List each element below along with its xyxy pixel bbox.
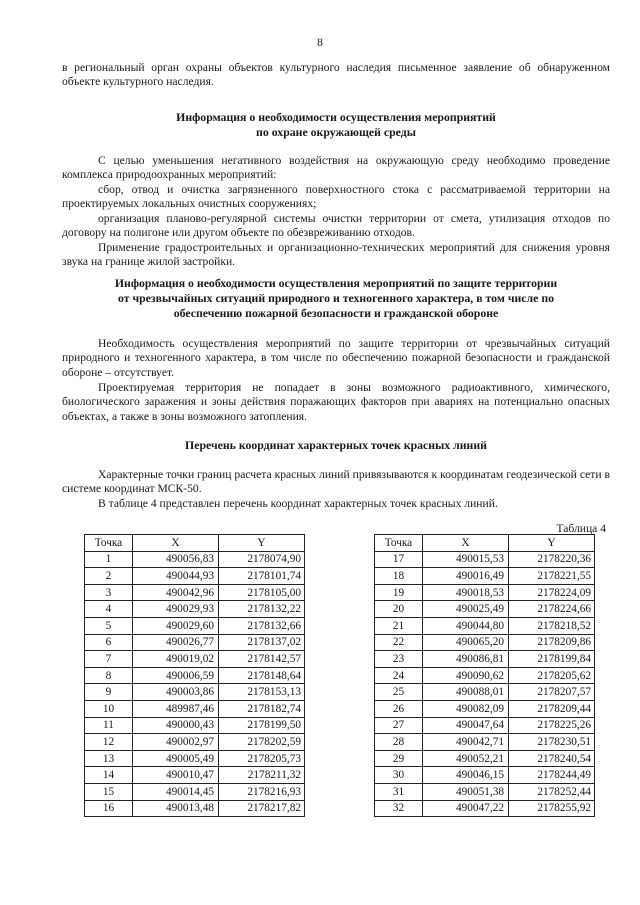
- column-header-y: Y: [509, 535, 595, 552]
- x-coordinate-cell: 490042,71: [423, 734, 509, 751]
- point-number-cell: 18: [375, 568, 423, 585]
- table-row: [85, 551, 305, 568]
- table-row: [85, 800, 305, 817]
- y-coordinate-cell: 2178182,74: [219, 700, 305, 717]
- coordinates-table-left: [84, 534, 305, 817]
- x-coordinate-cell: 490047,22: [423, 800, 509, 817]
- x-coordinate-cell: 490044,93: [133, 568, 219, 585]
- point-number-cell: 9: [85, 684, 133, 701]
- y-coordinate-cell: 2178101,74: [219, 568, 305, 585]
- emergency-paragraph-1: Необходимость осуществления мероприятий по защите территории от чрезвычайных ситуаций природного и техногенного характера, в том числе по обеспечению пожарной безопасности и гражданской обороне – отсутствует.: [62, 337, 610, 379]
- point-number-cell: 21: [375, 617, 423, 634]
- table-row: [375, 700, 595, 717]
- point-number-cell: 14: [85, 767, 133, 784]
- x-coordinate-cell: 489987,46: [133, 700, 219, 717]
- y-coordinate-cell: 2178209,86: [509, 634, 595, 651]
- y-coordinate-cell: 2178220,36: [509, 551, 595, 568]
- y-coordinate-cell: 2178137,02: [219, 634, 305, 651]
- y-coordinate-cell: 2178252,44: [509, 783, 595, 800]
- y-coordinate-cell: 2178216,93: [219, 783, 305, 800]
- table-row: [375, 734, 595, 751]
- y-coordinate-cell: 2178207,57: [509, 684, 595, 701]
- table-row: [375, 634, 595, 651]
- coordinates-table-right: [374, 534, 595, 817]
- point-number-cell: 29: [375, 750, 423, 767]
- point-number-cell: 26: [375, 700, 423, 717]
- y-coordinate-cell: 2178255,92: [509, 800, 595, 817]
- table-row: [375, 750, 595, 767]
- y-coordinate-cell: 2178142,57: [219, 651, 305, 668]
- point-number-cell: 32: [375, 800, 423, 817]
- point-number-cell: 19: [375, 584, 423, 601]
- point-number-cell: 28: [375, 734, 423, 751]
- table-row: [375, 601, 595, 618]
- x-coordinate-cell: 490003,86: [133, 684, 219, 701]
- table-row: [85, 651, 305, 668]
- point-number-cell: 31: [375, 783, 423, 800]
- x-coordinate-cell: 490056,83: [133, 551, 219, 568]
- x-coordinate-cell: 490051,38: [423, 783, 509, 800]
- point-number-cell: 8: [85, 667, 133, 684]
- table-row: [375, 617, 595, 634]
- table-row: [375, 684, 595, 701]
- y-coordinate-cell: 2178132,22: [219, 601, 305, 618]
- table-row: [85, 717, 305, 734]
- x-coordinate-cell: 490065,20: [423, 634, 509, 651]
- point-number-cell: 12: [85, 734, 133, 751]
- y-coordinate-cell: 2178217,82: [219, 800, 305, 817]
- y-coordinate-cell: 2178132,66: [219, 617, 305, 634]
- table-row: [375, 551, 595, 568]
- env-paragraph-1: С целью уменьшения негативного воздействия на окружающую среду необходимо проведение комплекса природоохранных мероприятий:: [62, 154, 610, 182]
- table-row: [85, 700, 305, 717]
- heading-coordinates: Перечень координат характерных точек красных линий: [185, 438, 487, 452]
- point-number-cell: 15: [85, 783, 133, 800]
- y-coordinate-cell: 2178221,55: [509, 568, 595, 585]
- table-row: [375, 568, 595, 585]
- env-paragraph-4: Применение градостроительных и организационно-технических мероприятий для снижения уровня звука на границе жилой застройки.: [62, 241, 610, 269]
- table-row: [85, 684, 305, 701]
- x-coordinate-cell: 490026,77: [133, 634, 219, 651]
- table-row: [85, 601, 305, 618]
- point-number-cell: 25: [375, 684, 423, 701]
- point-number-cell: 17: [375, 551, 423, 568]
- y-coordinate-cell: 2178224,66: [509, 601, 595, 618]
- column-header-point: Точка: [375, 535, 423, 552]
- table-caption: Таблица 4: [556, 522, 606, 535]
- x-coordinate-cell: 490000,43: [133, 717, 219, 734]
- table-row: [85, 584, 305, 601]
- x-coordinate-cell: 490029,93: [133, 601, 219, 618]
- y-coordinate-cell: 2178209,44: [509, 700, 595, 717]
- x-coordinate-cell: 490015,53: [423, 551, 509, 568]
- point-number-cell: 20: [375, 601, 423, 618]
- y-coordinate-cell: 2178240,54: [509, 750, 595, 767]
- point-number-cell: 27: [375, 717, 423, 734]
- table-row: [85, 634, 305, 651]
- point-number-cell: 23: [375, 651, 423, 668]
- x-coordinate-cell: 490010,47: [133, 767, 219, 784]
- point-number-cell: 30: [375, 767, 423, 784]
- column-header-point: Точка: [85, 535, 133, 552]
- x-coordinate-cell: 490013,48: [133, 800, 219, 817]
- column-header-x: X: [133, 535, 219, 552]
- x-coordinate-cell: 490086,81: [423, 651, 509, 668]
- x-coordinate-cell: 490052,21: [423, 750, 509, 767]
- x-coordinate-cell: 490047,64: [423, 717, 509, 734]
- x-coordinate-cell: 490019,02: [133, 651, 219, 668]
- y-coordinate-cell: 2178202,59: [219, 734, 305, 751]
- table-row: [375, 651, 595, 668]
- page-number: 8: [317, 37, 323, 49]
- x-coordinate-cell: 490088,01: [423, 684, 509, 701]
- x-coordinate-cell: 490005,49: [133, 750, 219, 767]
- point-number-cell: 13: [85, 750, 133, 767]
- coords-paragraph-1: Характерные точки границ расчета красных линий привязываются к координатам геодезической сети в системе координат МСК-50.: [62, 468, 610, 496]
- point-number-cell: 1: [85, 551, 133, 568]
- env-paragraph-2: сбор, отвод и очистка загрязненного поверхностного стока с рассматриваемой территории на проектируемых локальных очистных сооружениях;: [62, 183, 610, 211]
- y-coordinate-cell: 2178153,13: [219, 684, 305, 701]
- point-number-cell: 3: [85, 584, 133, 601]
- x-coordinate-cell: 490029,60: [133, 617, 219, 634]
- table-row: [85, 734, 305, 751]
- table-row: [85, 667, 305, 684]
- table-row: [85, 783, 305, 800]
- y-coordinate-cell: 2178205,73: [219, 750, 305, 767]
- y-coordinate-cell: 2178074,90: [219, 551, 305, 568]
- point-number-cell: 10: [85, 700, 133, 717]
- point-number-cell: 7: [85, 651, 133, 668]
- y-coordinate-cell: 2178224,09: [509, 584, 595, 601]
- y-coordinate-cell: 2178199,84: [509, 651, 595, 668]
- env-paragraph-3: организация планово-регулярной системы очистки территории от смета, утилизация отходов по договору на полигоне или другом объекте по обезвреживанию отходов.: [62, 212, 610, 240]
- x-coordinate-cell: 490006,59: [133, 667, 219, 684]
- table-row: [85, 750, 305, 767]
- y-coordinate-cell: 2178230,51: [509, 734, 595, 751]
- point-number-cell: 5: [85, 617, 133, 634]
- table-row: [85, 568, 305, 585]
- point-number-cell: 11: [85, 717, 133, 734]
- x-coordinate-cell: 490046,15: [423, 767, 509, 784]
- y-coordinate-cell: 2178199,50: [219, 717, 305, 734]
- x-coordinate-cell: 490042,96: [133, 584, 219, 601]
- table-row: [375, 767, 595, 784]
- x-coordinate-cell: 490082,09: [423, 700, 509, 717]
- y-coordinate-cell: 2178105,00: [219, 584, 305, 601]
- table-row: [375, 667, 595, 684]
- coords-paragraph-2: В таблице 4 представлен перечень координат характерных точек красных линий.: [98, 497, 498, 510]
- heading-emergency: Информация о необходимости осуществления мероприятий по защите территории от чрезвычайных ситуаций природного и техногенного характера, в том числе по обеспечению пожарной безопасности и гражданской обороне: [114, 276, 558, 320]
- y-coordinate-cell: 2178244,49: [509, 767, 595, 784]
- x-coordinate-cell: 490090,62: [423, 667, 509, 684]
- x-coordinate-cell: 490044,80: [423, 617, 509, 634]
- table-row: [85, 767, 305, 784]
- intro-paragraph: в региональный орган охраны объектов культурного наследия письменное заявление об обнаруженном объекте культурного наследия.: [62, 61, 610, 89]
- point-number-cell: 2: [85, 568, 133, 585]
- y-coordinate-cell: 2178218,52: [509, 617, 595, 634]
- point-number-cell: 22: [375, 634, 423, 651]
- point-number-cell: 6: [85, 634, 133, 651]
- x-coordinate-cell: 490018,53: [423, 584, 509, 601]
- x-coordinate-cell: 490025,49: [423, 601, 509, 618]
- table-row: [85, 617, 305, 634]
- table-row: [375, 717, 595, 734]
- column-header-x: X: [423, 535, 509, 552]
- emergency-paragraph-2: Проектируемая территория не попадает в зоны возможного радиоактивного, химического, биологического заражения и зоны действия поражающих факторов при авариях на потенциально опасных объектах, а также в зоны возможного затопления.: [62, 381, 610, 423]
- x-coordinate-cell: 490014,45: [133, 783, 219, 800]
- x-coordinate-cell: 490002,97: [133, 734, 219, 751]
- heading-environment: Информация о необходимости осуществления мероприятий по охране окружающей среды: [176, 110, 496, 139]
- point-number-cell: 4: [85, 601, 133, 618]
- table-row: [375, 584, 595, 601]
- point-number-cell: 24: [375, 667, 423, 684]
- column-header-y: Y: [219, 535, 305, 552]
- y-coordinate-cell: 2178211,32: [219, 767, 305, 784]
- table-row: [375, 783, 595, 800]
- y-coordinate-cell: 2178205,62: [509, 667, 595, 684]
- x-coordinate-cell: 490016,49: [423, 568, 509, 585]
- y-coordinate-cell: 2178148,64: [219, 667, 305, 684]
- point-number-cell: 16: [85, 800, 133, 817]
- table-row: [375, 800, 595, 817]
- y-coordinate-cell: 2178225,26: [509, 717, 595, 734]
